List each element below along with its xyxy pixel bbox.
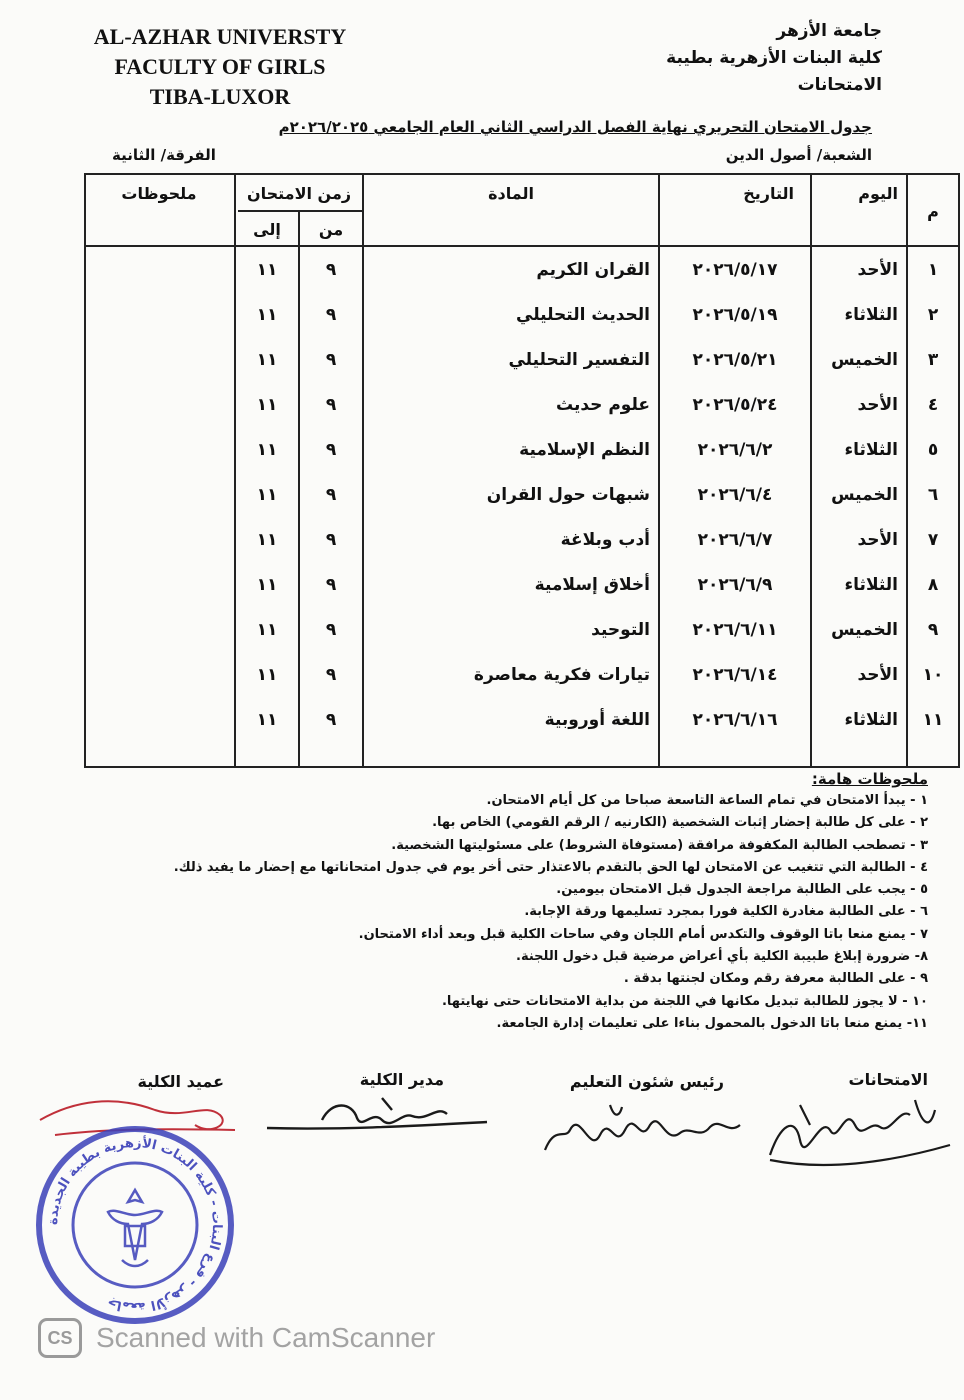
signature-title-exams: الامتحانات bbox=[848, 1070, 928, 1089]
cell-notes bbox=[84, 427, 234, 472]
cell-date: ٢٠٢٦/٦/١٦ bbox=[692, 709, 778, 730]
cell-date: ٢٠٢٦/٦/١١ bbox=[692, 619, 778, 640]
cell-notes bbox=[84, 382, 234, 427]
cell-num: ١٠ bbox=[922, 664, 944, 685]
cell-subject: الحديث التحليلي bbox=[516, 304, 650, 325]
cell-from: ٩ bbox=[325, 574, 337, 595]
cell-to: ١١ bbox=[256, 709, 278, 730]
cell-num: ١ bbox=[927, 259, 939, 280]
cell-to: ١١ bbox=[256, 619, 278, 640]
cell-day: الأحد bbox=[857, 529, 898, 550]
cell-from: ٩ bbox=[325, 349, 337, 370]
english-header bbox=[60, 22, 380, 112]
cell-day: الثلاثاء bbox=[844, 574, 898, 595]
cell-date: ٢٠٢٦/٦/٢ bbox=[697, 439, 773, 460]
camscanner-logo-icon: CS bbox=[38, 1318, 82, 1358]
cell-from: ٩ bbox=[325, 259, 337, 280]
cell-subject: علوم حديث bbox=[555, 394, 650, 415]
header-exam-time: زمن الامتحان bbox=[246, 183, 352, 203]
cell-notes bbox=[84, 517, 234, 562]
cell-from: ٩ bbox=[325, 484, 337, 505]
note-item: ٢ - على كل طالبة إحضار إثبات الشخصية (الكارنيه / الرقم القومي) الخاص بها. bbox=[432, 815, 928, 831]
note-item: ٨- ضرورة إبلاغ طبيبة الكلية بأي أعراض مرضية قبل دخول اللجنة. bbox=[516, 949, 928, 965]
cell-subject: أدب وبلاغة bbox=[560, 529, 650, 550]
cell-from: ٩ bbox=[325, 304, 337, 325]
cell-subject: التوحيد bbox=[591, 619, 650, 640]
header-num: م bbox=[927, 201, 939, 221]
note-item: ٧ - يمنع منعا باتا الوقوف والتكدس أمام اللجان وفي ساحات الكلية قبل وبعد أداء الامتحان. bbox=[358, 926, 928, 942]
arabic-header-line: جامعة الأزهر bbox=[776, 21, 882, 41]
cell-day: الخميس bbox=[831, 484, 898, 505]
cell-notes bbox=[84, 697, 234, 742]
header-day: اليوم bbox=[858, 183, 898, 203]
cell-date: ٢٠٢٦/٦/٤ bbox=[697, 484, 773, 505]
cell-date: ٢٠٢٦/٦/١٤ bbox=[692, 664, 778, 685]
arabic-header-line: كلية البنات الأزهرية بطيبة bbox=[666, 48, 882, 68]
cell-to: ١١ bbox=[256, 574, 278, 595]
header-subdivider bbox=[238, 210, 362, 212]
cell-day: الخميس bbox=[831, 619, 898, 640]
note-item: ٦ - على الطالبة مغادرة الكلية فورا بمجرد تسليمها ورقة الإجابة. bbox=[524, 904, 928, 920]
level-label: الفرقة/ الثانية bbox=[112, 146, 216, 164]
exam-schedule-table bbox=[84, 173, 960, 768]
cell-day: الأحد bbox=[857, 394, 898, 415]
signature-title-director: مدير الكلية bbox=[359, 1070, 444, 1089]
cell-subject: تيارات فكرية معاصرة bbox=[473, 664, 650, 685]
cell-date: ٢٠٢٦/٦/٩ bbox=[697, 574, 773, 595]
cell-num: ٦ bbox=[927, 484, 939, 505]
cell-from: ٩ bbox=[325, 709, 337, 730]
cell-day: الثلاثاء bbox=[844, 439, 898, 460]
arabic-header bbox=[666, 18, 882, 99]
cell-to: ١١ bbox=[256, 349, 278, 370]
education-head-signature bbox=[540, 1095, 750, 1165]
note-item: ٣ - تصطحب الطالبة المكفوفة مرافقة (مستوفاة الشروط) على مسئوليتها الشخصية. bbox=[391, 837, 928, 853]
cell-from: ٩ bbox=[325, 619, 337, 640]
cell-date: ٢٠٢٦/٥/٢٤ bbox=[692, 394, 778, 415]
signature-title-education-head: رئيس شئون التعليم bbox=[569, 1072, 724, 1091]
cell-num: ٩ bbox=[927, 619, 939, 640]
cell-to: ١١ bbox=[256, 664, 278, 685]
note-item: ٤ - الطالبة التي تتغيب عن الامتحان لها الحق بالتقدم بالاعتذار حتى أخر يوم في جدول امتحاناتها مع إحضار ما يفيد ذلك. bbox=[173, 859, 928, 875]
cell-date: ٢٠٢٦/٥/١٧ bbox=[692, 259, 778, 280]
cell-to: ١١ bbox=[256, 439, 278, 460]
header-to: إلى bbox=[253, 220, 281, 239]
schedule-title: جدول الامتحان التحريري نهاية الفصل الدراسي الثاني العام الجامعي ٢٠٢٦/٢٠٢٥م bbox=[278, 118, 872, 136]
cell-date: ٢٠٢٦/٥/٢١ bbox=[692, 349, 778, 370]
header-from: من bbox=[318, 220, 344, 239]
cell-num: ٢ bbox=[927, 304, 939, 325]
cell-to: ١١ bbox=[256, 394, 278, 415]
cell-to: ١١ bbox=[256, 529, 278, 550]
cell-notes bbox=[84, 562, 234, 607]
camscanner-watermark: Scanned with CamScanner bbox=[96, 1322, 436, 1353]
cell-day: الأحد bbox=[857, 664, 898, 685]
header-notes: ملحوظات bbox=[121, 183, 197, 203]
note-item: ١ - يبدأ الامتحان في تمام الساعة التاسعة صباحا من كل أيام الامتحان. bbox=[486, 793, 928, 808]
cell-to: ١١ bbox=[256, 484, 278, 505]
cell-num: ٣ bbox=[927, 349, 939, 370]
cell-day: الخميس bbox=[831, 349, 898, 370]
official-stamp bbox=[30, 1120, 240, 1330]
cell-to: ١١ bbox=[256, 259, 278, 280]
signature-title-dean: عميد الكلية bbox=[137, 1072, 224, 1091]
cell-day: الثلاثاء bbox=[844, 709, 898, 730]
cell-day: الأحد bbox=[857, 259, 898, 280]
cell-notes bbox=[84, 292, 234, 337]
cell-notes bbox=[84, 652, 234, 697]
header-subject: المادة bbox=[488, 183, 534, 203]
english-header-line: TIBA-LUXOR bbox=[149, 84, 291, 109]
cell-num: ٧ bbox=[927, 529, 939, 550]
cell-num: ٤ bbox=[927, 394, 939, 415]
eagle-emblem-icon bbox=[108, 1190, 162, 1266]
cell-from: ٩ bbox=[325, 529, 337, 550]
cell-from: ٩ bbox=[325, 439, 337, 460]
cell-date: ٢٠٢٦/٥/١٩ bbox=[692, 304, 778, 325]
note-item: ٥ - يجب على الطالبة مراجعة الجدول قبل الامتحان بيومين. bbox=[556, 882, 928, 898]
cell-date: ٢٠٢٦/٦/٧ bbox=[697, 529, 773, 550]
cell-subject: أخلاق إسلامية bbox=[534, 574, 650, 595]
section-label: الشعبة/ أصول الدين bbox=[725, 146, 872, 164]
cell-num: ٨ bbox=[927, 574, 939, 595]
cell-subject: القران الكريم bbox=[536, 259, 650, 280]
english-header-line: FACULTY OF GIRLS bbox=[114, 54, 326, 79]
arabic-header-line: الامتحانات bbox=[797, 75, 882, 95]
cell-notes bbox=[84, 337, 234, 382]
cell-notes bbox=[84, 247, 234, 292]
notes-title: ملحوظات هامة: bbox=[811, 770, 928, 788]
cell-from: ٩ bbox=[325, 394, 337, 415]
exams-signature bbox=[760, 1085, 960, 1175]
note-item: ١٠ - لا يجوز للطالبة تبديل مكانها في اللجنة من بداية الامتحانات حتى نهايتها. bbox=[441, 993, 928, 1009]
header-date: التاريخ bbox=[743, 183, 794, 203]
cell-notes bbox=[84, 472, 234, 517]
stamp-text: جامعة الأزهر - فرع البنات - كلية البنات الأزهرية بطيبة الجديدة bbox=[45, 1135, 225, 1315]
cell-subject: التفسير التحليلي bbox=[508, 349, 650, 370]
english-header-line: AL-AZHAR UNIVERSTY bbox=[93, 24, 347, 49]
cell-day: الثلاثاء bbox=[844, 304, 898, 325]
cell-to: ١١ bbox=[256, 304, 278, 325]
cell-num: ١١ bbox=[922, 709, 944, 730]
director-signature bbox=[262, 1090, 492, 1150]
cell-from: ٩ bbox=[325, 664, 337, 685]
cell-subject: اللغة أوروبية bbox=[544, 709, 650, 730]
cell-num: ٥ bbox=[927, 439, 939, 460]
cell-notes bbox=[84, 607, 234, 652]
cell-subject: شبهات حول القران bbox=[486, 484, 650, 505]
cell-subject: النظم الإسلامية bbox=[519, 439, 650, 460]
important-notes bbox=[128, 770, 928, 1035]
note-item: ٩ - على الطالبة معرفة رقم ومكان لجنتها بدقة . bbox=[623, 971, 928, 987]
note-item: ١١- يمنع منعا باتا الدخول بالمحمول بناءا على تعليمات إدارة الجامعة. bbox=[496, 1015, 928, 1031]
